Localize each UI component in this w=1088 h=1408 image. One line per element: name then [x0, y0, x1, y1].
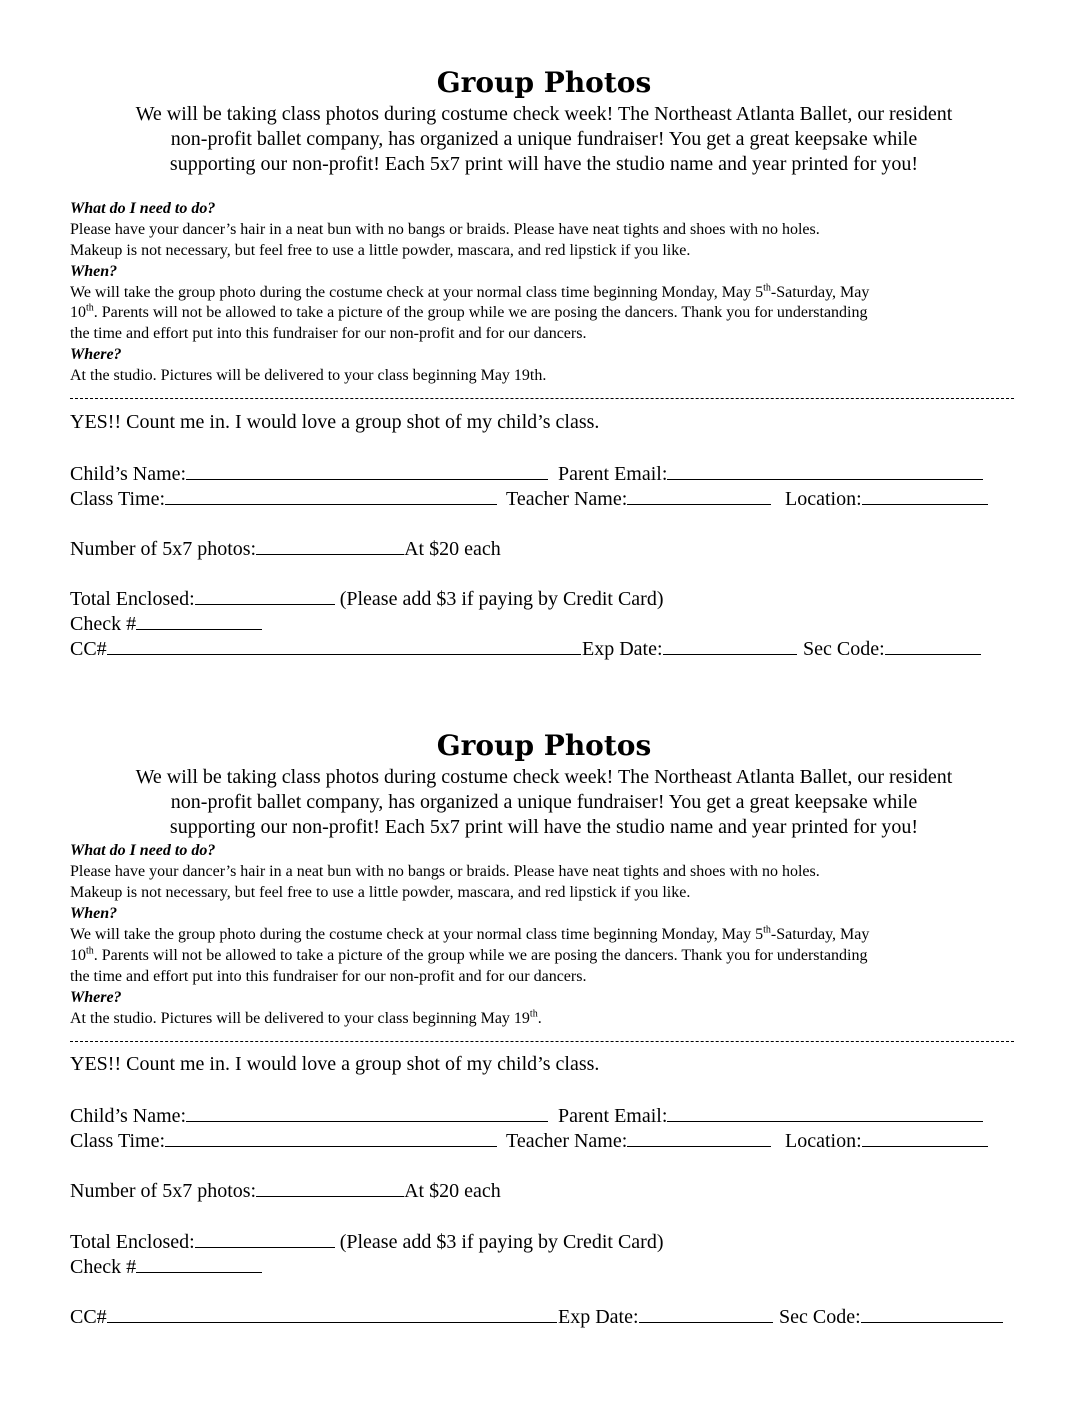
child-name-field[interactable]: Child’s Name: [70, 460, 548, 487]
intro-line: supporting our non-profit! Each 5x7 print will have the studio name and year printed for you! [169, 153, 919, 175]
when-heading: When? [70, 905, 118, 922]
intro-line: non-profit ballet company, has organized a unique fundraiser! You get a great keepsake while [170, 128, 918, 150]
cut-line-divider [70, 1041, 1014, 1042]
when-line: 10th. Parents will not be allowed to take a picture of the group while we are posing the dancers. Thank you for understanding [70, 302, 868, 321]
what-heading: What do I need to do? [70, 842, 216, 859]
when-line: 10th. Parents will not be allowed to take a picture of the group while we are posing the dancers. Thank you for understanding [70, 945, 868, 964]
form-title: Group Photos [436, 729, 652, 762]
what-line: Makeup is not necessary, but feel free to use a little powder, mascara, and red lipstick if you like. [70, 884, 691, 901]
when-line: the time and effort put into this fundraiser for our non-profit and for our dancers. [70, 968, 587, 985]
number-photos-field[interactable]: Number of 5x7 photos: At $20 each [70, 1177, 501, 1204]
what-line: Makeup is not necessary, but feel free to use a little powder, mascara, and red lipstick if you like. [70, 242, 691, 259]
check-number-field[interactable]: Check # [70, 1253, 262, 1280]
yes-statement: YES!! Count me in. I would love a group shot of my child’s class. [70, 411, 600, 433]
location-field[interactable]: Location: [785, 485, 988, 512]
parent-email-field[interactable]: Parent Email: [558, 1102, 983, 1129]
cc-number-field[interactable]: CC# [70, 635, 581, 662]
exp-date-field[interactable]: Exp Date: [558, 1303, 773, 1330]
what-line: Please have your dancer’s hair in a neat bun with no bangs or braids. Please have neat tights and shoes with no holes. [70, 221, 820, 238]
price-label: At $20 each [404, 1180, 501, 1202]
intro-paragraph [60, 102, 1028, 177]
sec-code-field[interactable]: Sec Code: [779, 1303, 1003, 1330]
teacher-name-field[interactable]: Teacher Name: [506, 485, 771, 512]
intro-paragraph [60, 765, 1028, 840]
location-field[interactable]: Location: [785, 1127, 988, 1154]
where-heading: Where? [70, 346, 122, 363]
total-enclosed-field[interactable]: Total Enclosed: (Please add $3 if paying by Credit Card) [70, 585, 664, 612]
what-heading: What do I need to do? [70, 200, 216, 217]
credit-card-note: (Please add $3 if paying by Credit Card) [334, 1231, 664, 1253]
check-number-field[interactable]: Check # [70, 610, 262, 637]
when-line: We will take the group photo during the costume check at your normal class time beginning Monday, May 5th-Saturday, May [70, 924, 870, 943]
teacher-name-field[interactable]: Teacher Name: [506, 1127, 771, 1154]
when-line: the time and effort put into this fundraiser for our non-profit and for our dancers. [70, 325, 587, 342]
sec-code-field[interactable]: Sec Code: [803, 635, 981, 662]
what-line: Please have your dancer’s hair in a neat bun with no bangs or braids. Please have neat tights and shoes with no holes. [70, 863, 820, 880]
class-time-field[interactable]: Class Time: [70, 1127, 497, 1154]
intro-line: supporting our non-profit! Each 5x7 print will have the studio name and year printed for you! [169, 816, 919, 838]
where-line: At the studio. Pictures will be delivered to your class beginning May 19th. [70, 1008, 542, 1027]
number-photos-field[interactable]: Number of 5x7 photos: At $20 each [70, 535, 501, 562]
cc-number-field[interactable]: CC# [70, 1303, 557, 1330]
parent-email-field[interactable]: Parent Email: [558, 460, 983, 487]
where-line: At the studio. Pictures will be delivered to your class beginning May 19th. [70, 367, 547, 384]
class-time-field[interactable]: Class Time: [70, 485, 497, 512]
child-name-field[interactable]: Child’s Name: [70, 1102, 548, 1129]
exp-date-field[interactable]: Exp Date: [582, 635, 797, 662]
when-line: We will take the group photo during the costume check at your normal class time beginning Monday, May 5th-Saturday, May [70, 282, 870, 301]
form-title: Group Photos [436, 66, 652, 99]
cut-line-divider [70, 398, 1014, 399]
intro-line: We will be taking class photos during costume check week! The Northeast Atlanta Ballet, our resident [135, 103, 953, 125]
when-heading: When? [70, 263, 118, 280]
where-heading: Where? [70, 989, 122, 1006]
price-label: At $20 each [404, 538, 501, 560]
yes-statement: YES!! Count me in. I would love a group shot of my child’s class. [70, 1053, 600, 1075]
intro-line: We will be taking class photos during costume check week! The Northeast Atlanta Ballet, our resident [135, 766, 953, 788]
intro-line: non-profit ballet company, has organized a unique fundraiser! You get a great keepsake while [170, 791, 918, 813]
total-enclosed-field[interactable]: Total Enclosed: (Please add $3 if paying by Credit Card) [70, 1228, 664, 1255]
credit-card-note: (Please add $3 if paying by Credit Card) [334, 588, 664, 610]
